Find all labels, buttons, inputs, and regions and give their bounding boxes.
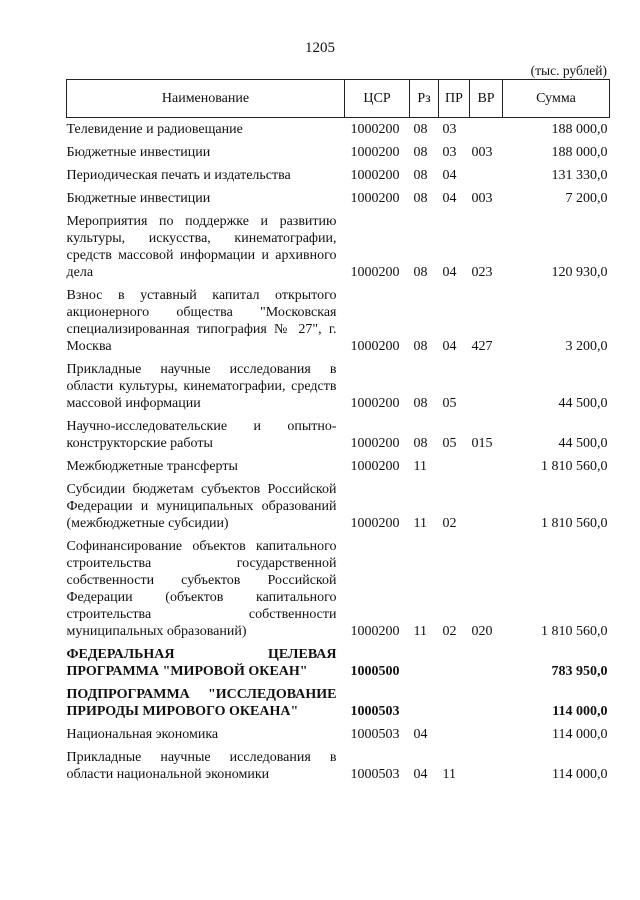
row-csr: 1000503 (350, 767, 400, 782)
row-csr: 1000200 (350, 339, 400, 354)
row-pr (439, 458, 470, 481)
table-row (67, 481, 610, 538)
row-rz: 08 (413, 265, 428, 280)
row-sum: 131 330,0 (551, 168, 608, 183)
row-pr: 04 (442, 168, 457, 183)
row-pr: 04 (442, 339, 457, 354)
row-name: Межбюджетные трансферты (66, 459, 238, 474)
row-sum: 44 500,0 (558, 436, 608, 451)
header-rz: Рз (410, 80, 439, 118)
table-row (67, 361, 610, 418)
row-vr (470, 167, 503, 190)
table-row (67, 213, 610, 287)
row-rz (410, 646, 439, 686)
row-rz (410, 686, 439, 726)
row-csr: 1000500 (350, 664, 400, 679)
table-row-subprogram (67, 686, 610, 726)
row-csr: 1000200 (350, 516, 400, 531)
row-pr (439, 686, 470, 726)
row-rz: 08 (413, 168, 428, 183)
row-name: Бюджетные инвестиции (66, 145, 211, 160)
table-row (67, 749, 610, 789)
row-pr: 02 (442, 624, 457, 639)
row-csr: 1000503 (350, 727, 400, 742)
units-note: (тыс. рублей) (530, 63, 607, 78)
row-rz: 08 (413, 191, 428, 206)
row-vr (470, 686, 503, 726)
budget-table (66, 79, 610, 789)
row-rz: 04 (413, 767, 428, 782)
row-name: Телевидение и радиовещание (66, 122, 243, 137)
row-pr: 04 (442, 191, 457, 206)
row-name: Научно-исследовательские и опытно-конструкторские работы (66, 419, 337, 451)
row-rz: 08 (413, 122, 428, 137)
table-row (67, 144, 610, 167)
header-vr: ВР (470, 80, 503, 118)
table-header (67, 80, 610, 118)
row-pr: 05 (442, 396, 457, 411)
row-vr: 003 (471, 145, 493, 160)
row-rz: 04 (413, 727, 428, 742)
table-row (67, 118, 610, 145)
row-vr (470, 726, 503, 749)
header-pr: ПР (439, 80, 470, 118)
row-pr: 03 (442, 145, 457, 160)
row-csr: 1000200 (350, 265, 400, 280)
page-number: 1205 (305, 40, 335, 56)
row-rz: 08 (413, 145, 428, 160)
row-csr: 1000200 (350, 436, 400, 451)
row-csr: 1000200 (350, 122, 400, 137)
row-pr: 11 (442, 767, 456, 782)
row-vr (470, 458, 503, 481)
row-pr: 05 (442, 436, 457, 451)
row-sum: 120 930,0 (551, 265, 608, 280)
row-rz: 11 (413, 459, 427, 474)
row-sum: 1 810 560,0 (541, 459, 608, 474)
row-name: Периодическая печать и издательства (66, 168, 291, 183)
row-sum: 114 000,0 (552, 767, 608, 782)
row-pr: 04 (442, 265, 457, 280)
row-vr (470, 749, 503, 789)
row-vr (470, 646, 503, 686)
row-name: ФЕДЕРАЛЬНАЯ ЦЕЛЕВАЯ ПРОГРАММА "МИРОВОЙ ОКЕАН" (66, 647, 337, 679)
row-vr: 020 (471, 624, 493, 639)
row-sum: 188 000,0 (551, 122, 608, 137)
row-sum: 1 810 560,0 (541, 624, 608, 639)
header-csr: ЦСР (345, 80, 410, 118)
table-row (67, 538, 610, 646)
row-vr: 015 (471, 436, 493, 451)
row-sum: 44 500,0 (558, 396, 608, 411)
header-sum: Сумма (503, 80, 610, 118)
row-sum: 188 000,0 (551, 145, 608, 160)
row-vr (470, 481, 503, 538)
row-sum: 783 950,0 (551, 664, 608, 679)
row-name: Софинансирование объектов капитального строительства государственной собственности субъектов Российской Федерации (объектов капитального строительства собственности муниципальных образований) (66, 539, 337, 639)
row-csr: 1000200 (350, 168, 400, 183)
row-pr (439, 726, 470, 749)
table-row (67, 190, 610, 213)
row-rz: 08 (413, 396, 428, 411)
row-sum: 3 200,0 (565, 339, 608, 354)
table-row-program (67, 646, 610, 686)
row-csr: 1000200 (350, 191, 400, 206)
row-name: Прикладные научные исследования в области национальной экономики (66, 750, 337, 782)
row-pr (439, 646, 470, 686)
row-vr: 023 (471, 265, 493, 280)
table-body (67, 118, 610, 790)
row-sum: 7 200,0 (565, 191, 608, 206)
row-pr: 02 (442, 516, 457, 531)
row-csr: 1000200 (350, 624, 400, 639)
row-name: Субсидии бюджетам субъектов Российской Федерации и муниципальных образований (межбюджетные субсидии) (66, 482, 337, 531)
row-name: Бюджетные инвестиции (66, 191, 211, 206)
row-vr: 427 (471, 339, 493, 354)
row-sum: 1 810 560,0 (541, 516, 608, 531)
row-name: Национальная экономика (66, 727, 219, 742)
row-csr: 1000503 (350, 704, 400, 719)
header-name: Наименование (67, 80, 345, 118)
row-rz: 11 (413, 624, 427, 639)
row-sum: 114 000,0 (552, 727, 608, 742)
row-name: Взнос в уставный капитал открытого акционерного общества "Московская специализированная типография № 27", г. Москва (66, 288, 337, 354)
row-name: ПОДПРОГРАММА "ИССЛЕДОВАНИЕ ПРИРОДЫ МИРОВОГО ОКЕАНА" (66, 687, 337, 719)
row-vr (470, 361, 503, 418)
row-vr (470, 118, 503, 145)
row-name: Прикладные научные исследования в области культуры, кинематографии, средств массовой информации (66, 362, 337, 411)
row-rz: 08 (413, 436, 428, 451)
row-csr: 1000200 (350, 145, 400, 160)
row-sum: 114 000,0 (552, 704, 608, 719)
row-name: Мероприятия по поддержке и развитию культуры, искусства, кинематографии, средств массовой информации и архивного дела (66, 214, 337, 280)
table-row (67, 726, 610, 749)
row-vr: 003 (471, 191, 493, 206)
table-row (67, 418, 610, 458)
row-csr: 1000200 (350, 459, 400, 474)
row-csr: 1000200 (350, 396, 400, 411)
row-rz: 11 (413, 516, 427, 531)
row-rz: 08 (413, 339, 428, 354)
row-pr: 03 (442, 122, 457, 137)
table-row (67, 167, 610, 190)
table-row (67, 287, 610, 361)
table-row (67, 458, 610, 481)
